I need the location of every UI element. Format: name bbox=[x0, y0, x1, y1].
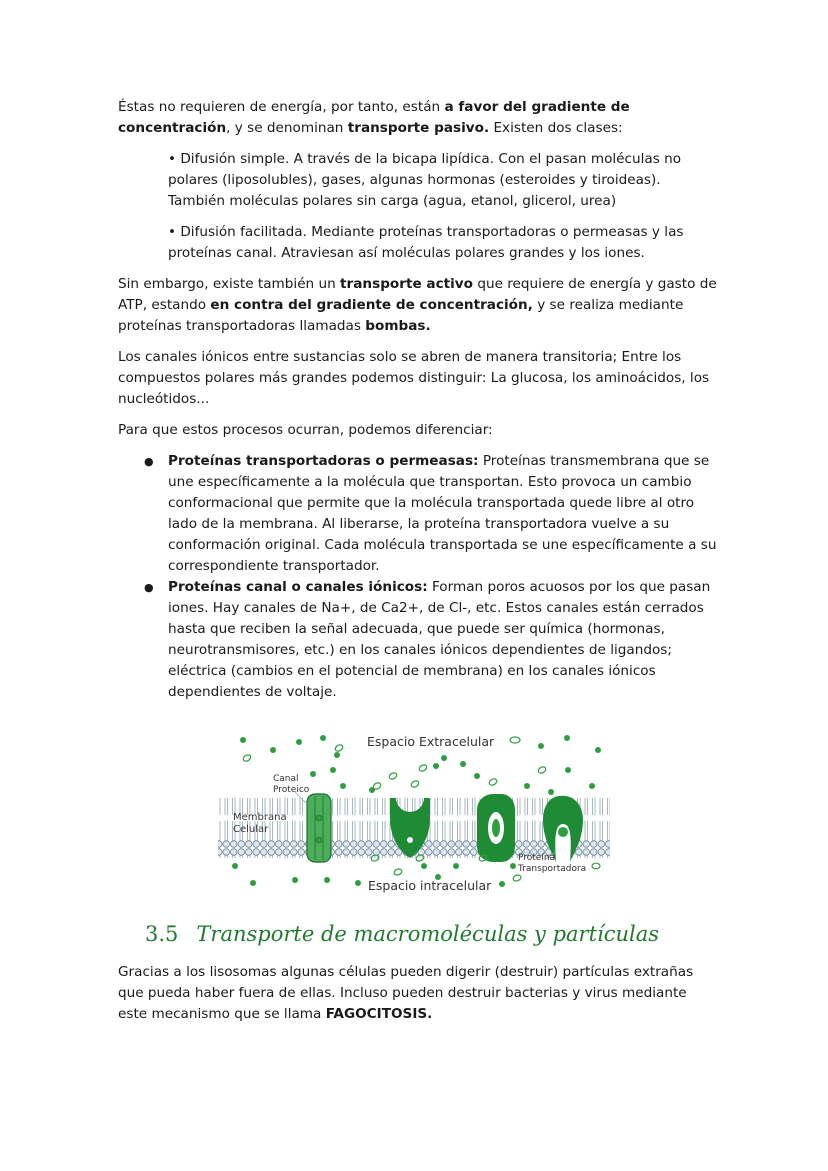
ion-channels-paragraph: Los canales iónicos entre sustancias solo se abren de manera transitoria; Entre los compuestos polares más grandes podemos distinguir: La glucosa, los aminoácidos, los nucleótidos... bbox=[118, 349, 710, 407]
list-item-text: Forman poros acuosos por los que pasan iones. Hay canales de Na+, de Ca2+, de Cl-, etc. Estos canales están cerrados hasta que reciben la señal adecuada, que puede ser química (hormonas, neurotransmisores, etc.) en los canales iónicos dependientes de ligandos; eléctrica (cambios en el potencial de membrana) en los canales iónicos dependientes de voltaje. bbox=[168, 579, 711, 700]
active-bold-2: en contra del gradiente de concentración, bbox=[210, 297, 533, 313]
document-body bbox=[118, 97, 718, 711]
membrane-label-line1: Membrana bbox=[233, 812, 287, 823]
section-title: Transporte de macromoléculas y partículas bbox=[196, 922, 660, 946]
active-transport-paragraph bbox=[118, 274, 718, 337]
intro-paragraph bbox=[118, 97, 718, 139]
carrier-cargo-2 bbox=[492, 819, 500, 837]
section-number: 3.5 bbox=[145, 922, 179, 946]
extracellular-label: Espacio Extracelular bbox=[367, 734, 495, 749]
active-bold-3: bombas. bbox=[365, 318, 431, 334]
membrane-label-line2: Celular bbox=[233, 824, 269, 835]
facilitated-diffusion-paragraph: • Difusión facilitada. Mediante proteínas transportadoras o permeasas y las proteínas canal. Atraviesan así moléculas polares grandes y los iones. bbox=[168, 224, 684, 261]
protein-list bbox=[118, 451, 718, 703]
channel-label-line2: Proteico bbox=[273, 785, 310, 795]
carrier-cargo-3 bbox=[558, 827, 568, 837]
list-item bbox=[168, 451, 718, 577]
intro-text-1: Éstas no requieren de energía, por tanto, están bbox=[118, 99, 445, 115]
channel-label-line1: Canal bbox=[273, 774, 299, 784]
section-heading bbox=[145, 922, 659, 946]
intro-bold-passive: transporte pasivo. bbox=[347, 120, 490, 136]
active-bold-1: transporte activo bbox=[340, 276, 474, 292]
carrier-pore-1 bbox=[407, 837, 413, 843]
list-item-title: Proteínas canal o canales iónicos: bbox=[168, 579, 428, 595]
channel-protein bbox=[307, 794, 331, 862]
active-text-1: Sin embargo, existe también un bbox=[118, 276, 341, 292]
simple-diffusion-paragraph: • Difusión simple. A través de la bicapa lipídica. Con el pasan moléculas no polares (liposolubles), gases, algunas hormonas (esteroides y tiroideas). También moléculas polares sin carga (agua, etanol, glicerol, urea) bbox=[168, 151, 682, 209]
intro-text-2: , y se denominan bbox=[226, 120, 348, 136]
membrane-transport-figure bbox=[215, 728, 615, 898]
active-text-3: y se realiza mediante proteínas transportadoras llamadas bbox=[118, 297, 684, 334]
intro-text-3: Existen dos clases: bbox=[489, 120, 623, 136]
active-text-2: que requiere de energía y gasto de ATP, estando bbox=[118, 276, 717, 313]
closing-paragraph bbox=[118, 962, 718, 1025]
closing-text: Gracias a los lisosomas algunas células pueden digerir (destruir) partículas extrañas que pueda haber fuera de ellas. Incluso pueden destruir bacterias y virus mediante este mecanismo que se llama bbox=[118, 964, 694, 1022]
carrier-label-line2: Transportadora bbox=[518, 864, 587, 874]
list-item bbox=[168, 577, 718, 703]
list-item-title: Proteínas transportadoras o permeasas: bbox=[168, 453, 479, 469]
list-item-text: Proteínas transmembrana que se une específicamente a la molécula que transportan. Esto provoca un cambio conformacional que permite que la molécula transportada quede libre al otro lado de la membrana. Al liberarse, la proteína transportadora vuelve a su conformación original. Cada molécula transportada se une específicamente a su correspondiente transportador. bbox=[168, 453, 717, 574]
membrane-diagram bbox=[215, 728, 615, 898]
carrier-label-line1: Proteína bbox=[518, 853, 556, 863]
intro-bold-gradient: a favor del gradiente de concentración bbox=[118, 99, 630, 136]
intracellular-label: Espacio intracelular bbox=[368, 878, 492, 893]
closing-bold-fagocitosis: FAGOCITOSIS. bbox=[325, 1006, 433, 1022]
differentiate-paragraph: Para que estos procesos ocurran, podemos diferenciar: bbox=[118, 422, 493, 438]
